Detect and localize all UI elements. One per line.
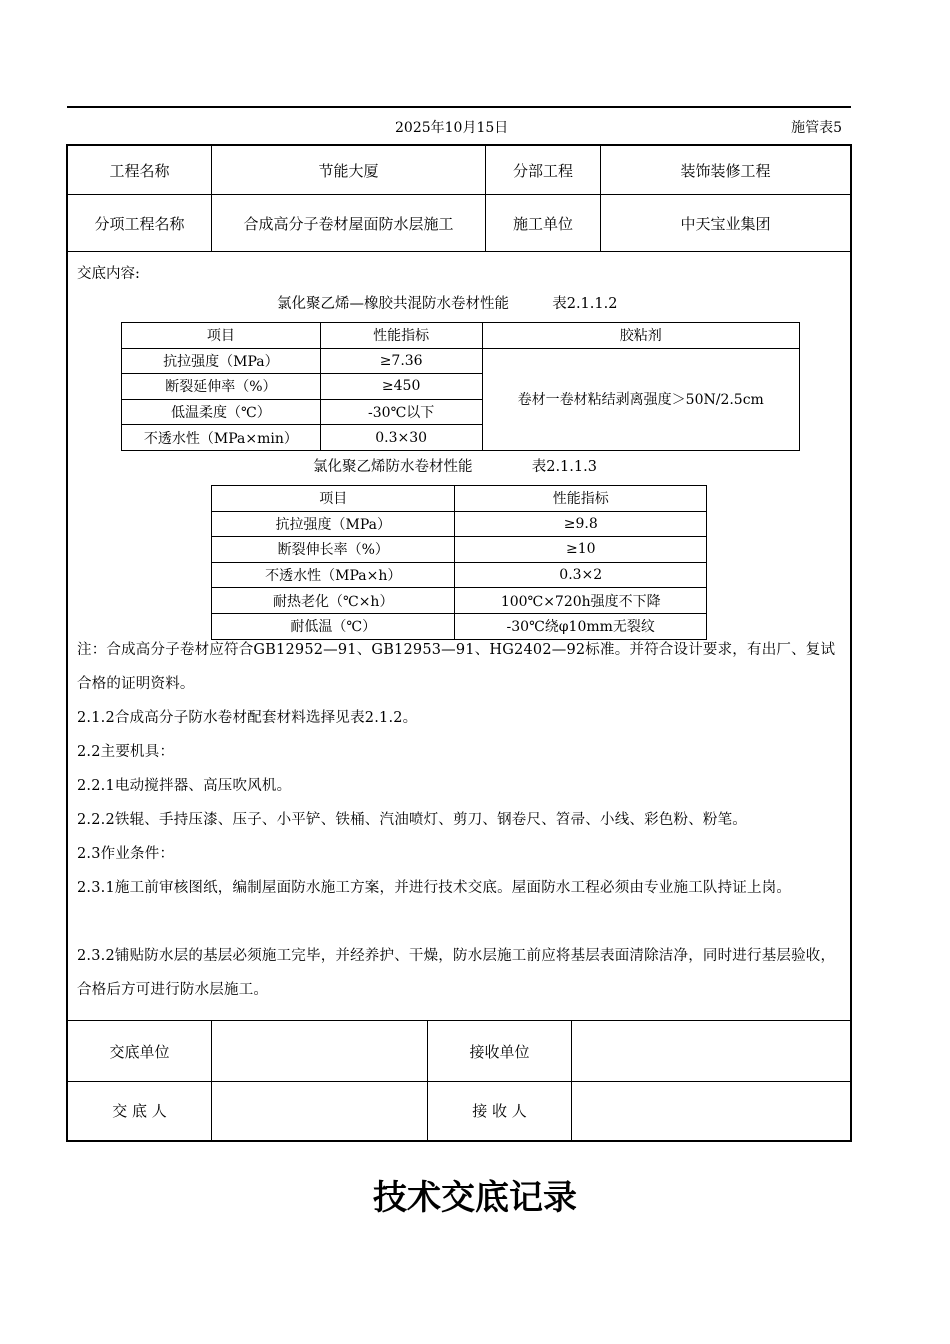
document-title: 技术交底记录 xyxy=(373,1178,577,1218)
table2-caption-title: 氯化聚乙烯防水卷材性能 xyxy=(313,459,473,475)
heading-2-2: 2.2主要机具： xyxy=(77,744,175,760)
contractor-label: 施工单位 xyxy=(485,195,600,251)
table1-header-adhesive: 胶粘剂 xyxy=(482,323,799,349)
table1-cpe-rubber xyxy=(121,322,800,451)
paragraph-2-2-2: 2.2.2铁辊、手持压漆、压子、小平铲、铁桶、汽油喷灯、剪刀、钢卷尺、笤帚、小线、彩色粉、粉笔。 xyxy=(77,812,747,828)
info-row-project xyxy=(68,146,850,195)
table2-cell: 不透水性（MPa×h） xyxy=(212,562,455,588)
table2-cell: ≥10 xyxy=(455,537,707,563)
receiver-person-field[interactable] xyxy=(571,1081,850,1140)
table-row xyxy=(122,348,800,374)
table1-cell: ≥450 xyxy=(320,374,482,400)
table-row xyxy=(212,562,707,588)
table2-cell: 100℃×720h强度不下降 xyxy=(455,588,707,614)
table1-cell: 抗拉强度（MPa） xyxy=(122,348,321,374)
issuer-unit-label: 交底单位 xyxy=(109,1042,170,1061)
form-number: 施管表5 xyxy=(791,120,842,136)
table1-caption-title: 氯化聚乙烯—橡胶共混防水卷材性能 xyxy=(277,296,509,312)
paragraph-2-3-1: 2.3.1施工前审核图纸，编制屋面防水施工方案，并进行技术交底。屋面防水工程必须由专业施工队持证上岗。 xyxy=(77,880,792,896)
table2-cell: 耐低温（℃） xyxy=(212,613,455,639)
table-row xyxy=(212,511,707,537)
table2-header-item: 项目 xyxy=(212,486,455,512)
paragraph-2-2-1: 2.2.1电动搅拌器、高压吹风机。 xyxy=(77,778,292,794)
table2-header-row xyxy=(212,486,707,512)
signoff-row-unit xyxy=(68,1020,850,1082)
header-rule xyxy=(67,106,851,108)
table2-cpe xyxy=(211,485,707,640)
subitem-label: 分项工程名称 xyxy=(94,214,185,233)
division-value: 装饰装修工程 xyxy=(600,146,850,194)
project-name-value: 节能大厦 xyxy=(211,146,485,194)
table1-cell: ≥7.36 xyxy=(320,348,482,374)
paragraph-2-1-2: 2.1.2合成高分子防水卷材配套材料选择见表2.1.2。 xyxy=(77,710,418,726)
receiver-unit-label: 接收单位 xyxy=(427,1021,571,1081)
issuer-person-field[interactable] xyxy=(211,1081,427,1140)
table1-header-item: 项目 xyxy=(122,323,321,349)
table2-cell: 抗拉强度（MPa） xyxy=(212,511,455,537)
table1-adhesive-cell: 卷材一卷材粘结剥离强度＞50N/2.5cm xyxy=(482,348,799,450)
info-row-subitem xyxy=(68,195,850,252)
record-form xyxy=(66,144,852,1142)
table1-header-index: 性能指标 xyxy=(320,323,482,349)
subitem-value: 合成高分子卷材屋面防水层施工 xyxy=(211,195,485,251)
table1-cell: 0.3×30 xyxy=(320,425,482,451)
table1-cell: 低温柔度（℃） xyxy=(122,399,321,425)
table2-cell: 0.3×2 xyxy=(455,562,707,588)
note-paragraph: 注：合成高分子卷材应符合GB12952—91、GB12953—91、HG2402—92标准。并符合设计要求，有出厂、复试合格的证明资料。 xyxy=(77,642,836,692)
table2-cell: 断裂伸长率（%） xyxy=(212,537,455,563)
table2-caption-number: 表2.1.1.3 xyxy=(531,459,597,475)
table-row xyxy=(212,588,707,614)
table2-cell: -30℃绕φ10mm无裂纹 xyxy=(455,613,707,639)
paragraph-2-3-2: 2.3.2铺贴防水层的基层必须施工完毕，并经养护、干燥，防水层施工前应将基层表面清除洁净，同时进行基层验收，合格后方可进行防水层施工。 xyxy=(77,948,836,998)
table1-cell: 断裂延伸率（%） xyxy=(122,374,321,400)
signoff-row-person xyxy=(68,1081,850,1140)
table1-cell: 不透水性（MPa×min） xyxy=(122,425,321,451)
issuer-unit-field[interactable] xyxy=(211,1021,427,1081)
issuer-person-label: 交 底 人 xyxy=(112,1102,167,1120)
table2-header-index: 性能指标 xyxy=(455,486,707,512)
content-label: 交底内容: xyxy=(77,266,140,282)
table1-caption xyxy=(277,292,617,313)
receiver-unit-field[interactable] xyxy=(571,1021,850,1081)
table2-cell: ≥9.8 xyxy=(455,511,707,537)
record-date: 2025年10月15日 xyxy=(395,120,509,136)
contractor-value: 中天宝业集团 xyxy=(600,195,850,251)
receiver-person-label: 接 收 人 xyxy=(427,1081,571,1140)
project-name-label: 工程名称 xyxy=(109,161,170,180)
heading-2-3: 2.3作业条件： xyxy=(77,846,175,862)
disclosure-content xyxy=(68,252,850,1020)
division-label: 分部工程 xyxy=(485,146,600,194)
table1-header-row xyxy=(122,323,800,349)
table2-caption xyxy=(313,455,597,476)
table1-cell: -30℃以下 xyxy=(320,399,482,425)
table2-cell: 耐热老化（℃×h） xyxy=(212,588,455,614)
table-row xyxy=(212,537,707,563)
table1-caption-number: 表2.1.1.2 xyxy=(552,296,618,312)
